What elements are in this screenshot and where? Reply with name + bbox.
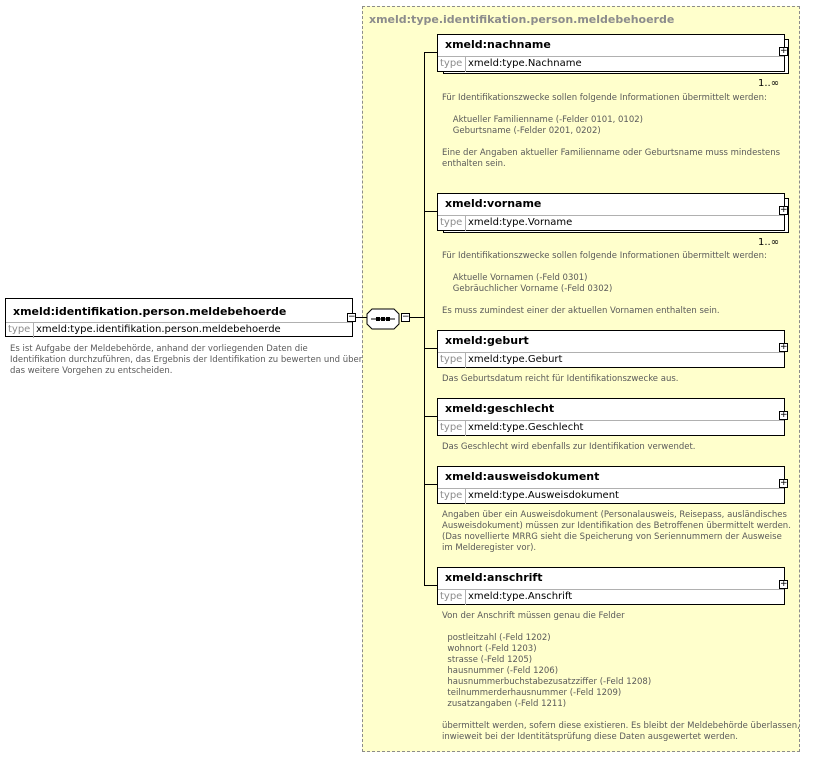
root-documentation: Es ist Aufgabe der Meldebehörde, anhand der vorliegenden Daten die Identifikation durchzuführen, das Ergebnis der Identifikation zu bewerten und über das weitere Vorgehen zu entscheiden.	[10, 344, 363, 376]
element-name: xmeld:anschrift	[445, 571, 543, 584]
cardinality: 1..∞	[758, 78, 780, 89]
group-title: xmeld:type.identifikation.person.meldebehoerde	[369, 13, 675, 26]
element-nachname[interactable]	[437, 34, 785, 72]
type-label: type	[440, 58, 463, 69]
root-element-name: xmeld:identifikation.person.meldebehoerde	[13, 305, 287, 318]
cardinality: 1..∞	[758, 237, 780, 248]
plus-icon[interactable]: +	[780, 205, 788, 215]
element-documentation: Für Identifikationszwecke sollen folgende Informationen übermittelt werden: Aktuelle Vornamen (-Feld 0301) Gebräuchlicher Vorname (-Feld 0302) Es muss zumindest einer der aktuellen Vornamen enthalten sein.	[442, 251, 767, 316]
element-documentation: Das Geschlecht wird ebenfalls zur Identifikation verwendet.	[442, 442, 696, 452]
plus-icon[interactable]: +	[780, 410, 788, 420]
element-documentation: Das Geburtsdatum reicht für Identifikationszwecke aus.	[442, 374, 679, 384]
plus-icon[interactable]: +	[780, 579, 788, 589]
root-type-value: xmeld:type.identifikation.person.meldebehoerde	[36, 324, 281, 335]
element-geburt[interactable]	[437, 330, 785, 368]
type-value: xmeld:type.Anschrift	[468, 591, 573, 602]
element-documentation: Angaben über ein Ausweisdokument (Personalausweis, Reisepass, ausländisches Ausweisdokument) müssen zur Identifikation des Betroffenen übermittelt werden. (Das novellierte MRRG sieht die Speicherung von Seriennummern der Ausweise im Melderegister vor).	[442, 510, 791, 553]
type-value: xmeld:type.Vorname	[468, 217, 573, 228]
element-name: xmeld:geschlecht	[445, 402, 555, 415]
minus-icon[interactable]: −	[348, 312, 356, 322]
element-vorname[interactable]	[437, 193, 785, 231]
element-name: xmeld:ausweisdokument	[445, 470, 600, 483]
type-label: type	[440, 591, 463, 602]
root-element-box[interactable]	[5, 298, 353, 337]
type-value: xmeld:type.Geburt	[468, 354, 563, 365]
element-documentation: Von der Anschrift müssen genau die Felder postleitzahl (-Feld 1202) wohnort (-Feld 1203) strasse (-Feld 1205) hausnummer (-Feld 1206) hausnummerbuchstabezusatzziffer (-Feld 1208) teilnummerderhausnummer (-Feld 1209) zusatzangaben (-Feld 1211) übermittelt werden, sofern diese existieren. Es bleibt der Meldebehörde überlassen, inwieweit bei der Identitätsprüfung diese Daten ausgewertet werden.	[442, 611, 800, 742]
type-value: xmeld:type.Geschlecht	[468, 422, 584, 433]
element-ausweisdokument[interactable]	[437, 466, 785, 504]
type-label: type	[440, 490, 463, 501]
type-value: xmeld:type.Ausweisdokument	[468, 490, 619, 501]
element-anschrift[interactable]	[437, 567, 785, 605]
sequence-compositor-icon[interactable]	[366, 308, 400, 330]
root-type-label: type	[8, 324, 31, 335]
element-name: xmeld:vorname	[445, 197, 542, 210]
minus-icon[interactable]: −	[402, 312, 410, 322]
type-label: type	[440, 217, 463, 228]
type-label: type	[440, 422, 463, 433]
type-label: type	[440, 354, 463, 365]
plus-icon[interactable]: +	[780, 478, 788, 488]
plus-icon[interactable]: +	[780, 342, 788, 352]
element-documentation: Für Identifikationszwecke sollen folgende Informationen übermittelt werden: Aktueller Familienname (-Felder 0101, 0102) Geburtsname (-Felder 0201, 0202) Eine der Angaben aktueller Familienname oder Geburtsname muss mindestens enthalten sein.	[442, 93, 781, 169]
type-value: xmeld:type.Nachname	[468, 58, 582, 69]
element-geschlecht[interactable]	[437, 398, 785, 436]
element-name: xmeld:nachname	[445, 38, 551, 51]
element-name: xmeld:geburt	[445, 334, 529, 347]
plus-icon[interactable]: +	[780, 46, 788, 56]
